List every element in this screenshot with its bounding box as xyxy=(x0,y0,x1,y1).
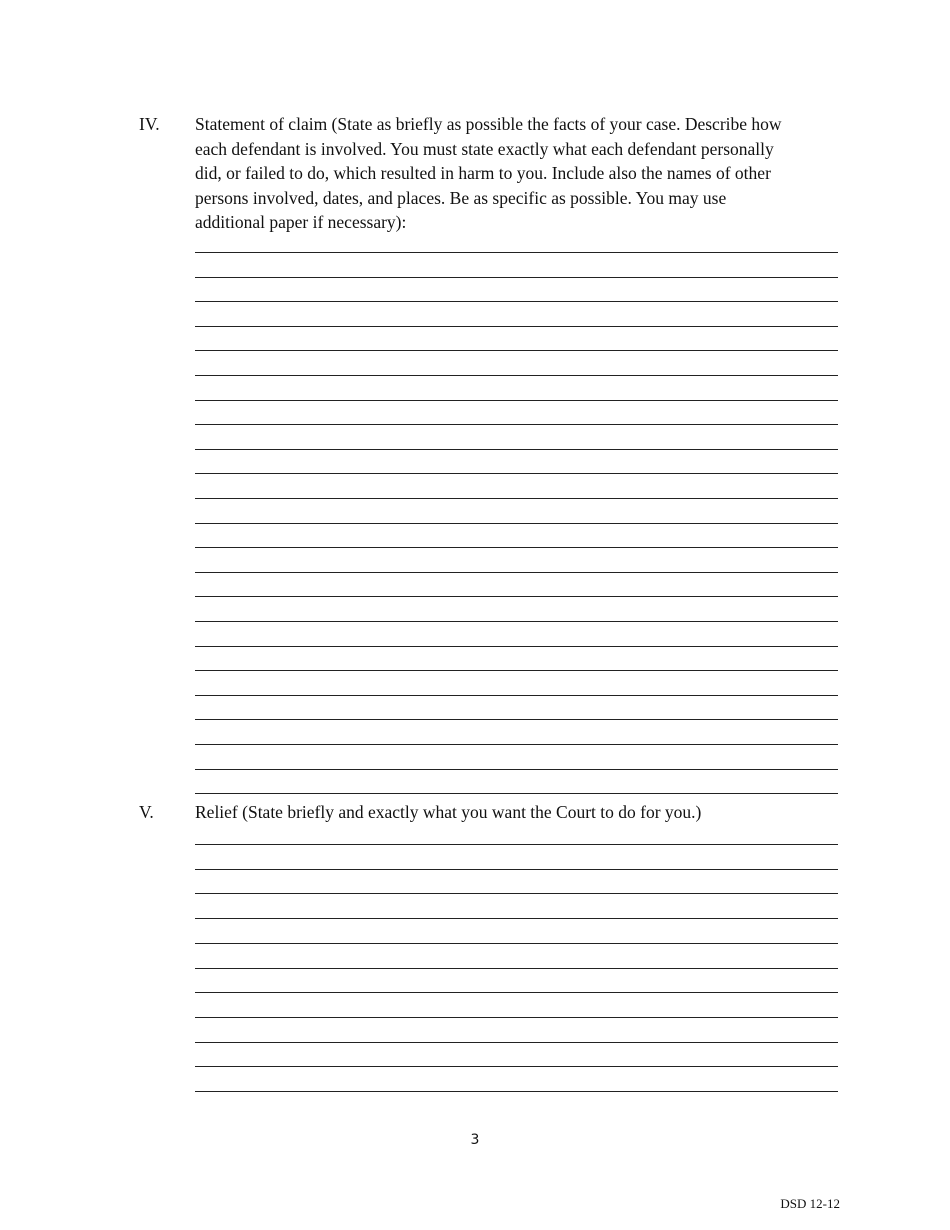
claim-writing-line[interactable] xyxy=(195,523,838,524)
section-iv-number: IV. xyxy=(139,114,160,134)
form-code: DSD 12-12 xyxy=(780,1196,840,1211)
claim-writing-line[interactable] xyxy=(195,769,838,770)
section-v-number: V. xyxy=(139,802,154,822)
claim-writing-line[interactable] xyxy=(195,498,838,499)
relief-writing-line[interactable] xyxy=(195,1091,838,1092)
relief-writing-line[interactable] xyxy=(195,869,838,870)
claim-writing-line[interactable] xyxy=(195,326,838,327)
section-iv-instructions: Statement of claim (State as briefly as possible the facts of your case. Describe how each defendant is involved. You must state exactly what each defendant personally did, or failed to do, which resulted in harm to you. Include also the names of other persons involved, dates, and places. Be as specific as possible. You may use additional paper if necessary): xyxy=(195,114,782,232)
claim-writing-line[interactable] xyxy=(195,719,838,720)
relief-writing-line[interactable] xyxy=(195,992,838,993)
claim-writing-line[interactable] xyxy=(195,646,838,647)
claim-writing-line[interactable] xyxy=(195,793,838,794)
claim-writing-line[interactable] xyxy=(195,621,838,622)
relief-writing-line[interactable] xyxy=(195,918,838,919)
claim-writing-line[interactable] xyxy=(195,744,838,745)
claim-writing-line[interactable] xyxy=(195,572,838,573)
claim-writing-line[interactable] xyxy=(195,596,838,597)
relief-writing-line[interactable] xyxy=(195,1066,838,1067)
claim-writing-line[interactable] xyxy=(195,400,838,401)
relief-writing-line[interactable] xyxy=(195,844,838,845)
relief-writing-line[interactable] xyxy=(195,1042,838,1043)
relief-writing-line[interactable] xyxy=(195,943,838,944)
section-v-instructions: Relief (State briefly and exactly what you want the Court to do for you.) xyxy=(195,802,702,822)
claim-writing-line[interactable] xyxy=(195,301,838,302)
claim-writing-line[interactable] xyxy=(195,449,838,450)
relief-writing-line[interactable] xyxy=(195,968,838,969)
claim-writing-line[interactable] xyxy=(195,252,838,253)
claim-writing-line[interactable] xyxy=(195,424,838,425)
claim-writing-line[interactable] xyxy=(195,350,838,351)
relief-writing-line[interactable] xyxy=(195,893,838,894)
claim-writing-line[interactable] xyxy=(195,375,838,376)
claim-writing-line[interactable] xyxy=(195,670,838,671)
relief-writing-line[interactable] xyxy=(195,1017,838,1018)
claim-writing-line[interactable] xyxy=(195,547,838,548)
claim-writing-line[interactable] xyxy=(195,277,838,278)
claim-writing-line[interactable] xyxy=(195,695,838,696)
claim-writing-line[interactable] xyxy=(195,473,838,474)
page-number: 3 xyxy=(470,1132,480,1148)
